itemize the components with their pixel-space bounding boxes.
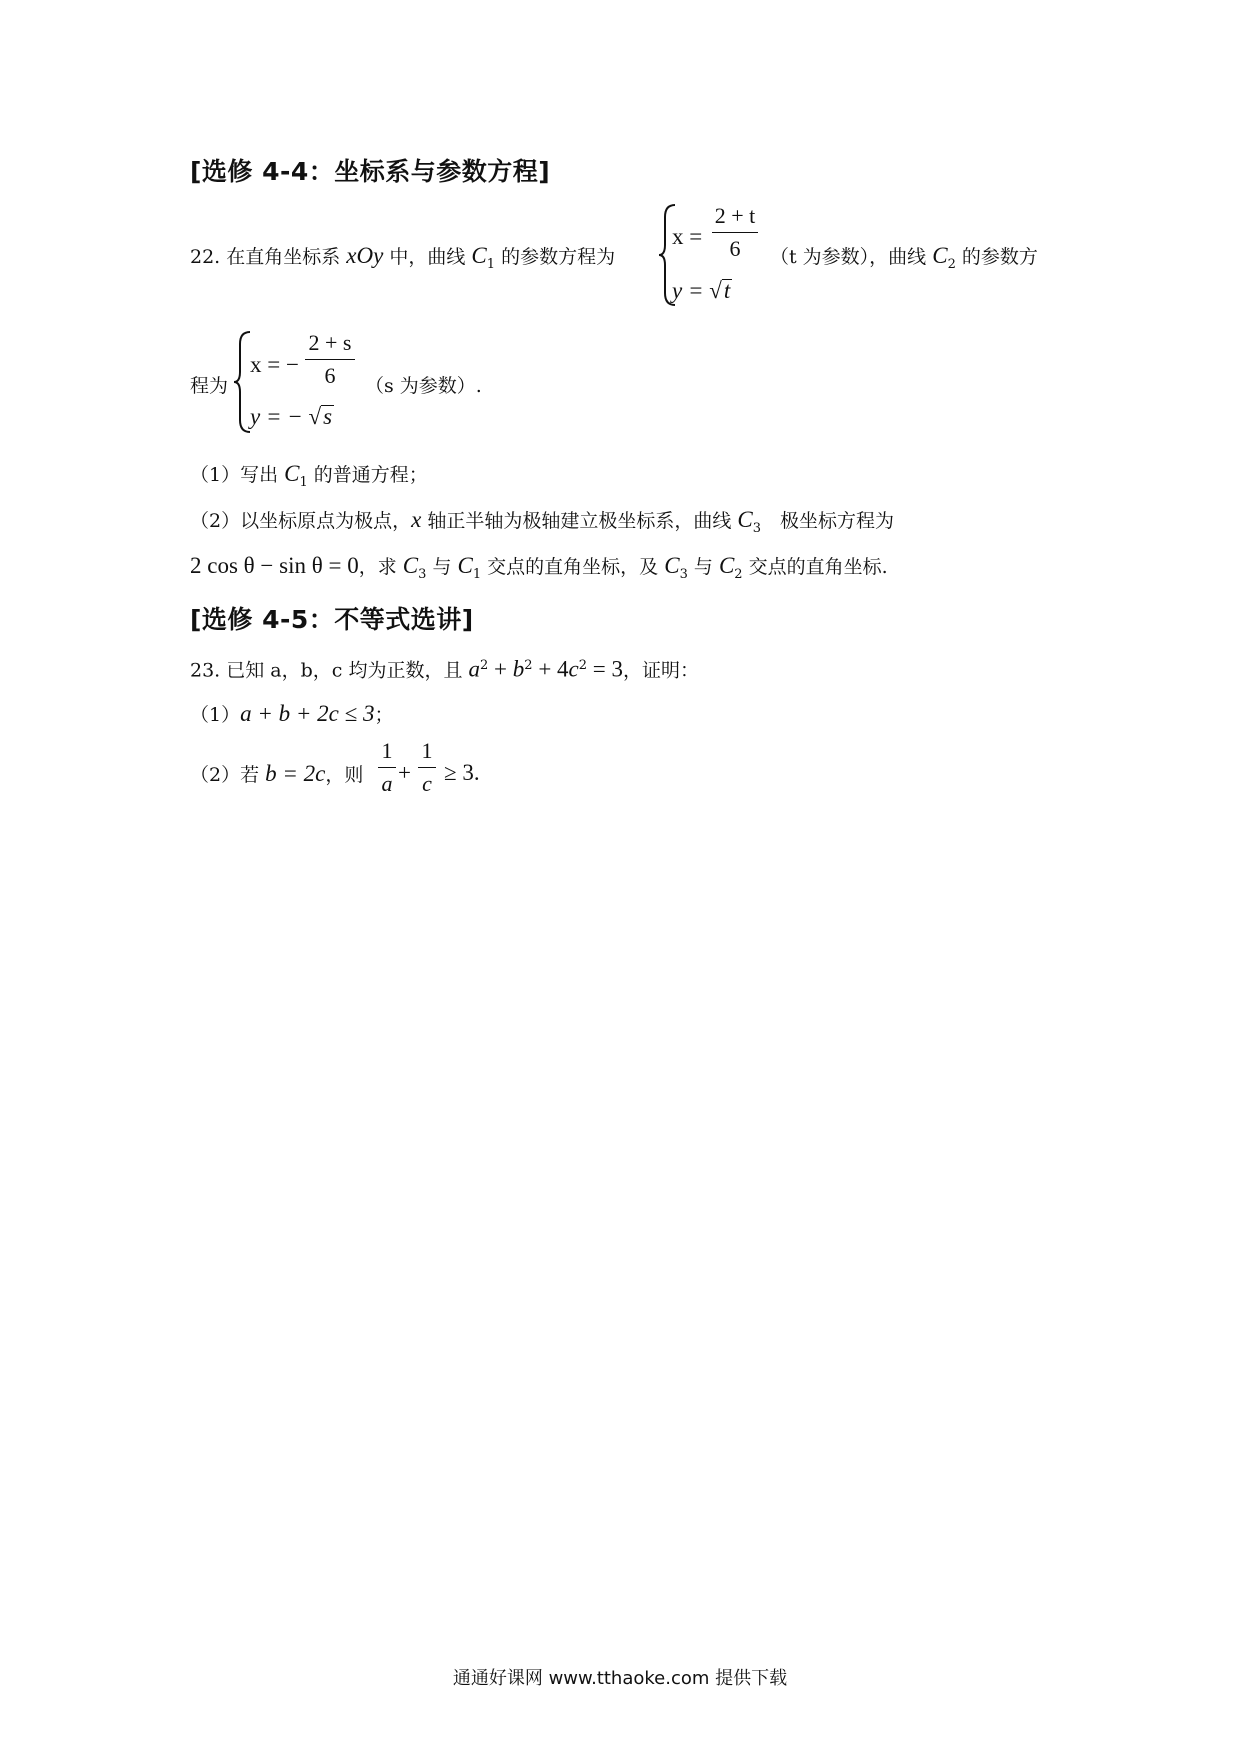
q23-frac-bar1 [378, 767, 396, 768]
q23-lead: 23. 已知 a，b，c 均为正数，且 [190, 659, 469, 682]
q22-part2-mid: 轴正半轴为极轴建立极坐标系，曲线 [421, 510, 738, 532]
q23-part2-rhs-row [444, 760, 480, 786]
sqrt-icon: √ [709, 278, 722, 303]
c2-x-num: 2 + s [308, 330, 352, 355]
q23-part2 [190, 760, 363, 789]
q23-part2-rhs: ≥ 3 [444, 760, 474, 785]
section-title-4-4: [选修 4-4：坐标系与参数方程] [190, 157, 551, 186]
q22-part2-eq: 2 cos θ − sin θ = 0 [190, 553, 359, 578]
q22-part2-a [190, 506, 894, 543]
q22-c1-sub: 1 [486, 256, 496, 272]
q22-c2-sub: 2 [947, 256, 956, 272]
q22-part2-with2: 与 [687, 556, 719, 578]
sqrt-icon: √ [308, 404, 322, 429]
c1-x-bar [712, 232, 758, 233]
q22-part2-end: 交点的直角坐标. [742, 556, 888, 578]
q23-tail: ，证明： [623, 659, 700, 682]
q22-c1-param-note: （t 为参数），曲线 [770, 246, 933, 268]
section-title-4-5: [选修 4-5：不等式选讲] [190, 605, 474, 634]
q23-part1-lead: （1） [190, 704, 241, 726]
q22-part1-tail: 的普通方程； [307, 464, 428, 486]
q22-part1 [190, 460, 428, 497]
q22-part1-sub: 1 [299, 474, 308, 490]
q22-after-c1: 的参数方程为 [495, 246, 616, 268]
q23-eq-a: a [468, 656, 481, 682]
q23-part1-eq: a + b + 2c ≤ 3 [240, 701, 375, 726]
q23-part2-mid: ，则 [325, 764, 364, 786]
q22-c2-label: C [932, 243, 948, 268]
q23-part1-end: ； [374, 704, 394, 726]
q23-part2-end: . [473, 760, 480, 785]
q23-line1 [190, 652, 699, 684]
q23-part2-lead: （2）若 [190, 764, 266, 786]
q22-part2-c3b: C [402, 553, 419, 578]
q22-part2-c3-sub: 3 [752, 520, 762, 536]
q22-part2-ask2: 交点的直角坐标，及 [481, 556, 665, 578]
q22-part2-x: x [411, 507, 422, 532]
c1-x-den: 6 [729, 236, 741, 261]
q22-xoy: xOy [346, 243, 384, 268]
c1-x-lhs: x = [672, 224, 703, 249]
q23-frac-plus: + [398, 760, 411, 785]
c1-x-num: 2 + t [714, 203, 756, 228]
q22-part2-c1b-sub: 1 [472, 566, 482, 582]
q23-frac-num1: 1 [381, 738, 393, 763]
q23-frac-den1: a [381, 771, 393, 796]
q23-frac-den2: c [422, 771, 432, 796]
q22-part2-tail: 极坐标方程为 [761, 510, 895, 532]
q22-part2-c3: C [737, 507, 753, 532]
q22-part2-c3c-sub: 3 [679, 566, 688, 582]
q22-part2-c3c: C [664, 553, 680, 578]
q22-part2-with1: 与 [426, 556, 458, 578]
footer-download-note: 通通好课网 www.tthaoke.com 提供下载 [452, 1668, 788, 1689]
q23-frac2 [418, 738, 436, 797]
q22-part2-c2b: C [718, 553, 735, 578]
c2-x-lhs: x = − [250, 352, 299, 377]
q22-part2-ask1: ，求 [358, 556, 403, 578]
q22-after-c2: 的参数方 [955, 246, 1038, 268]
c2-y-row [250, 404, 334, 430]
c2-y-sqrt: s [323, 404, 333, 429]
q22-after-xoy: 中，曲线 [383, 246, 472, 268]
q22-part2-c2b-sub: 2 [734, 566, 743, 582]
q23-frac1 [378, 738, 396, 797]
q23-rhs: = 3 [587, 656, 624, 682]
q22-c2-param-note: （s 为参数）. [365, 375, 482, 397]
q23-part1 [190, 700, 393, 729]
c1-y-sqrt: t [723, 278, 731, 303]
q23-plus2: + 4 [532, 656, 569, 682]
q22-part2-c3b-sub: 3 [418, 566, 427, 582]
q22-part2-c1b: C [457, 553, 473, 578]
q23-frac-bar2 [418, 767, 436, 768]
c1-y-row [672, 278, 732, 304]
q22-lead: 22. 在直角坐标系 [190, 246, 347, 268]
q22-line2-lead: 程为 [190, 375, 229, 397]
q23-frac-num2: 1 [421, 738, 433, 763]
c1-y-lhs: y = [672, 278, 704, 303]
q23-sup-b: 2 [524, 658, 533, 673]
q23-eq-b: b [512, 656, 525, 682]
q23-eq-c: c [568, 656, 579, 682]
q22-part1-c: C [284, 461, 300, 486]
c2-y-lhs: y = − [250, 404, 303, 429]
q23-part2-cond: b = 2c [265, 761, 326, 786]
q23-sup-c: 2 [578, 658, 588, 673]
c2-x-frac [305, 330, 355, 389]
q22-c1-label: C [471, 243, 487, 268]
c2-x-den: 6 [324, 363, 336, 388]
q23-plus1: + [488, 656, 513, 682]
q22-part2-b [190, 552, 888, 589]
q22-line1 [190, 242, 615, 279]
q22-part1-lead: （1）写出 [190, 464, 285, 486]
c1-x-frac [712, 203, 758, 262]
q22-part2-lead: （2）以坐标原点为极点， [190, 510, 412, 532]
c2-x-bar [305, 359, 355, 360]
q23-sup-a: 2 [480, 658, 489, 673]
q22-line1-tail [770, 242, 1038, 279]
